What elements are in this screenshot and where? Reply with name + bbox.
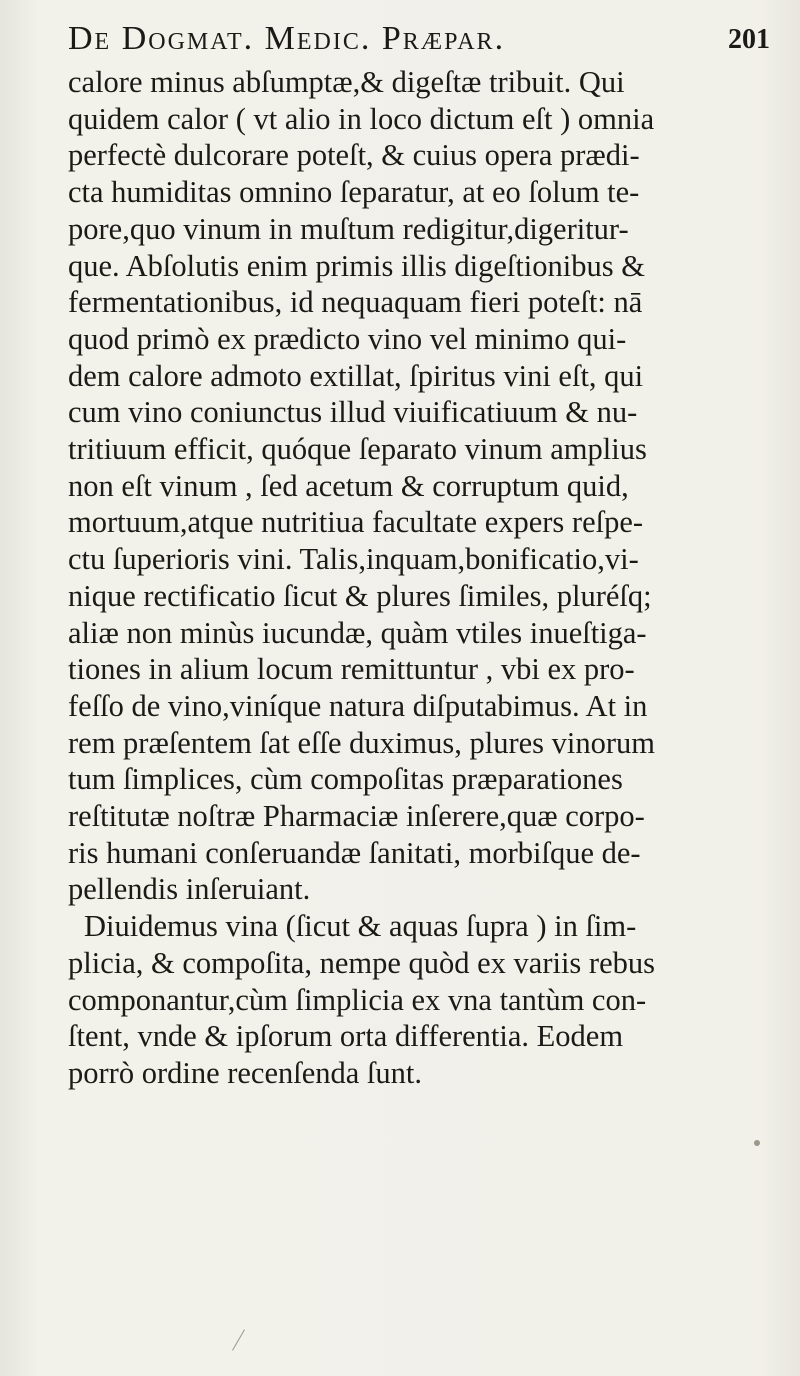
paper-mark (232, 1329, 245, 1350)
paragraph-start-line: Diuidemus vina (ſicut & aquas ſupra ) in ſim- (84, 909, 637, 944)
text-line: ſtent, vnde & ipſorum orta differentia. Eodem (68, 1019, 624, 1054)
text-line: cum vino coniunctus illud viuificatiuum & nu- (68, 395, 638, 430)
page-header (58, 12, 770, 64)
text-line: calore minus abſumptæ,& digeſtæ tribuit. Qui (68, 65, 625, 99)
text-line: plicia, & compoſita, nempe quòd ex variis rebus (68, 945, 655, 980)
text-line: aliæ non minùs iucundæ, quàm vtiles inueſtiga- (68, 615, 647, 650)
text-line: quod primò ex prædicto vino vel minimo qui- (68, 321, 627, 356)
text-line: porrò ordine recenſenda ſunt. (68, 1055, 422, 1090)
text-line: ctu ſuperioris vini. Talis,inquam,bonificatio,vi- (68, 542, 639, 577)
text-line: componantur,cùm ſimplicia ex vna tantùm con- (68, 982, 647, 1017)
text-line: pore,quo vinum in muſtum redigitur,digeritur- (68, 211, 629, 246)
body-text (68, 64, 774, 1092)
text-line: ris humani conſeruandæ ſanitati, morbiſque de- (68, 835, 641, 870)
text-line: pellendis inſeruiant. (68, 872, 311, 907)
text-line: mortuum,atque nutritiua facultate expers reſpe- (68, 505, 644, 540)
text-line: tum ſimplices, cùm compoſitas præparationes (68, 762, 623, 797)
text-line: que. Abſolutis enim primis illis digeſtionibus & (68, 248, 645, 283)
text-line: perfectè dulcorare poteſt, & cuius opera prædi- (68, 138, 640, 173)
text-line: dem calore admoto extillat, ſpiritus vini eſt, qui (68, 358, 644, 393)
text-line: fermentationibus, id nequaquam fieri poteſt: nā (68, 285, 643, 320)
text-line: tiones in alium locum remittuntur , vbi ex pro- (68, 652, 635, 687)
text-line: tritiuum efficit, quóque ſeparato vinum amplius (68, 432, 647, 467)
text-line: non eſt vinum , ſed acetum & corruptum quid, (68, 468, 629, 503)
text-line: cta humiditas omnino ſeparatur, at eo ſolum te- (68, 175, 640, 210)
page-number: 201 (728, 24, 770, 55)
text-line: rem præſentem ſat eſſe duximus, plures vinorum (68, 725, 656, 760)
text-line: nique rectificatio ſicut & plures ſimiles, pluréſq; (68, 578, 652, 613)
text-line: reſtitutæ noſtræ Pharmaciæ inſerere,quæ corpo- (68, 799, 645, 834)
running-title: De Dogmat. Medic. Præpar. (68, 20, 506, 57)
text-line: quidem calor ( vt alio in loco dictum eſt ) omnia (68, 101, 655, 136)
text-line: feſſo de vino,viníque natura diſputabimus. At in (68, 688, 648, 723)
ink-spot (754, 1140, 760, 1146)
